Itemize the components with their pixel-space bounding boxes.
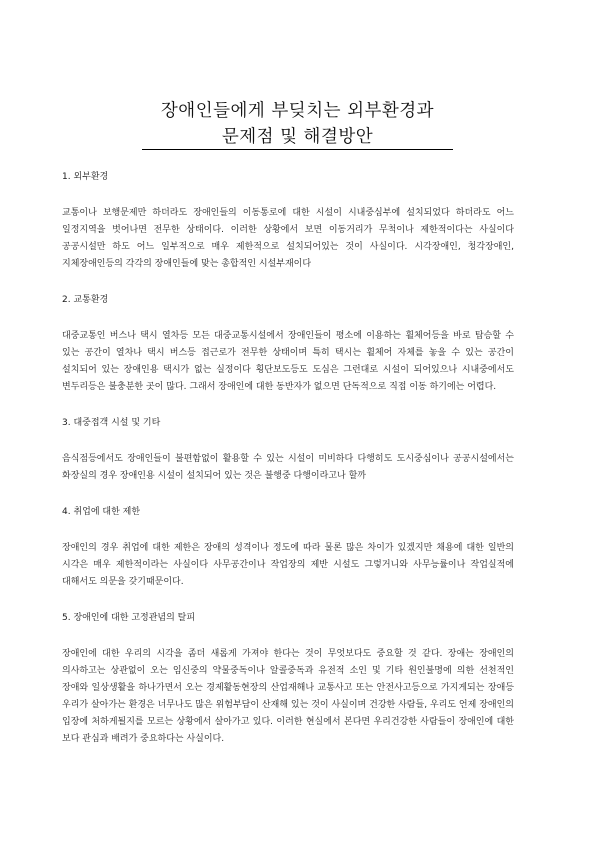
- section-heading: 5. 장애인에 대한 고정관념의 탈피: [62, 613, 196, 623]
- section-paragraph: 장애인의 경우 취업에 대한 제한은 장애의 성격이나 정도에 따라 물론 많은 차이가 있겠지만 채용에 대한 일반의 시각은 매우 제한적이라는 사실이다 사무공간이나 작업장의 제반 시설도 그렇거니와 사무능률이나 작업실적에 대해서도 의문을 갖기때문이다.: [62, 543, 514, 587]
- section-public-facilities: [62, 414, 514, 503]
- section-heading: 4. 취업에 대한 제한: [62, 507, 141, 517]
- section-heading: 1. 외부환경: [62, 172, 109, 182]
- section-traffic-environment: [62, 291, 514, 414]
- section-paragraph: 장애인에 대한 우리의 시각을 좀더 새롭게 가져야 한다는 것이 무엇보다도 중요할 것 같다. 장애는 장애인의 의사하고는 상관없이 오는 임신중의 약물중독이나 알콜중독과 유전적 소인 및 기타 원인불명에 의한 선천적인 장애와 일상생활을 하나가면서 오는 경제활동현장의 산업재해나 교통사고 또는 안전사고등으로 가지게되는 장애등 우리가 살아가는 환경은 너무나도 많은 위험부담이 산재해 있는 것이 사실이며 건강한 사람들, 우리도 언제 장애인의 입장에 처하게될지를 모르는 상황에서 살아가고 있다. 이러한 현실에서 본다면 우리건강한 사람들이 장애인에 대한 보다 관심과 배려가 중요하다는 사실이다.: [62, 649, 514, 744]
- section-employment-restrictions: [62, 503, 514, 609]
- title-line-1: 장애인들에게 부딪치는 외부환경과: [160, 101, 435, 121]
- section-paragraph: 교통이나 보행문제만 하더라도 장애인들의 이동통로에 대한 시설이 시내중심부에 설치되었다 하더라도 어느 일정지역을 벗어나면 전무한 상태이다. 이러한 상황에서 보면 이동거리가 무척이나 제한적이다는 사실이다 공공시설만 하도 어느 일부적으로 매우 제한적으로 설치되어있는 것이 사실이다. 시각장애인, 청각장애인, 지체장애인등의 각각의 장애인들에 맞는 총합적인 시설부재이다: [62, 208, 514, 269]
- section-external-environment: [62, 168, 514, 291]
- document-body: [62, 168, 514, 748]
- document-title: [0, 98, 595, 150]
- title-underline: [142, 149, 453, 150]
- section-heading: 2. 교통환경: [62, 295, 109, 305]
- section-heading: 3. 대중접객 시설 및 기타: [62, 418, 161, 428]
- section-breaking-stereotypes: [62, 609, 514, 748]
- section-paragraph: 음식점등에서도 장애인들이 불편함없이 활용할 수 있는 시설이 미비하다 다행히도 도시중심이나 공공시설에서는 화장실의 경우 장애인용 시설이 설치되어 있는 것은 불행중 다행이라고나 할까: [62, 454, 514, 481]
- section-paragraph: 대중교통인 버스나 택시 열차등 모든 대중교통시설에서 장애인들이 평소에 이용하는 휠체어등을 바로 탑승할 수 있는 공간이 열차나 택시 버스등 접근로가 전무한 상태이며 특히 택시는 휠체어 자체를 놓을 수 있는 공간이 설치되어 있는 장애인용 택시가 없는 실정이다 횡단보도등도 도심은 그런대로 시설이 되어있으나 시내중에서도 변두리등은 불충분한 곳이 많다. 그래서 장애인에 대한 동반자가 없으면 단독적으로 직접 이동 하기에는 어렵다.: [62, 331, 514, 392]
- title-line-2: 문제점 및 해결방안: [221, 127, 374, 147]
